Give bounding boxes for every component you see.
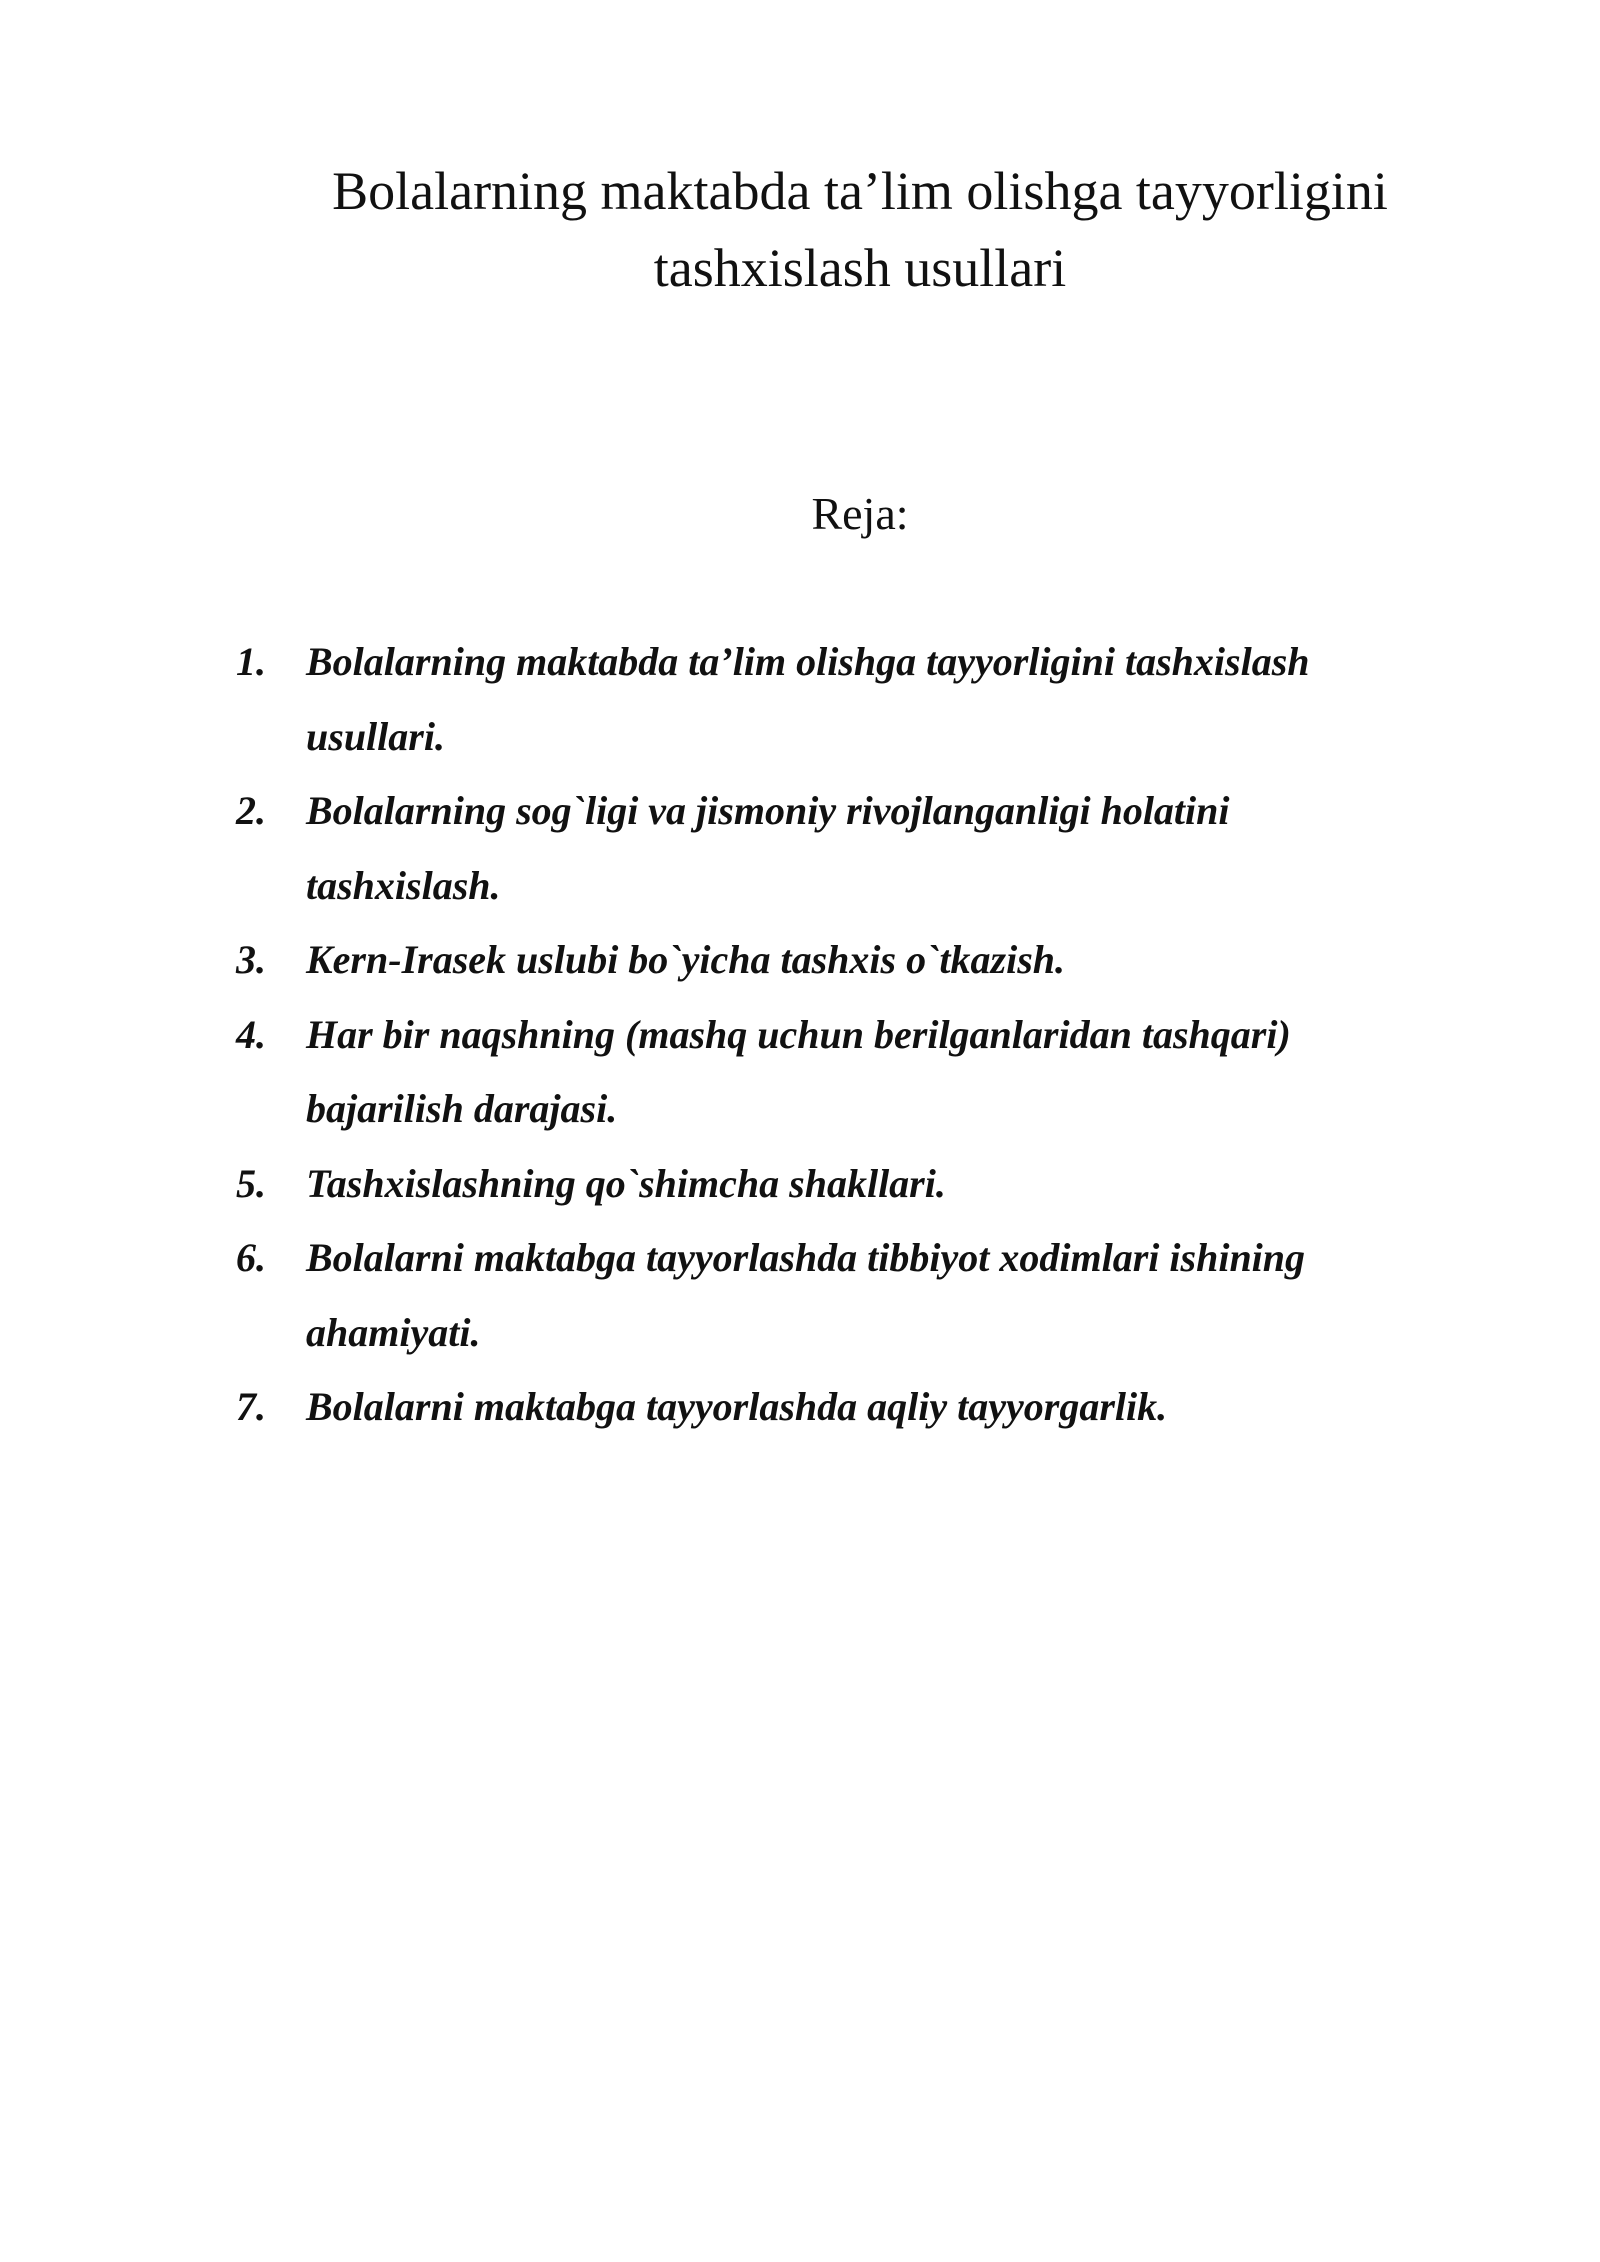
plan-item-number: 1. [236,639,266,684]
plan-item-text: Kern-Irasek uslubi bo`yicha tashxis o`tkazish. [306,937,1066,982]
plan-item-number: 2. [236,788,266,833]
plan-item [236,774,1406,923]
plan-item-number: 6. [236,1235,266,1280]
plan-item-text: Bolalarni maktabga tayyorlashda tibbiyot xodimlari ishining ahamiyati. [306,1235,1306,1355]
plan-item-number: 4. [236,1011,266,1057]
plan-list [236,625,1406,1445]
plan-heading: Reja: [811,488,909,539]
plan-item-text: Tashxislashning qo`shimcha shakllari. [306,1160,946,1206]
plan-item-text: Bolalarning sog`ligi va jismoniy rivojlanganligi holatini tashxislash. [306,788,1230,908]
plan-item-number: 7. [236,1384,266,1429]
plan-item [236,923,1406,998]
plan-item [236,625,1406,774]
document-title: Bolalarning maktabda ta’lim olishga tayyorligini tashxislash usullari [332,161,1388,298]
plan-item [236,1370,1406,1445]
plan-item [236,998,1406,1147]
plan-item [236,1147,1406,1222]
plan-item-text: Bolalarning maktabda ta’lim olishga tayyorligini tashxislash usullari. [306,639,1310,759]
plan-item-number: 5. [236,1160,266,1206]
plan-item-text: Har bir naqshning (mashq uchun berilganlaridan tashqari) bajarilish darajasi. [306,1011,1291,1131]
plan-item [236,1221,1406,1370]
plan-item-text: Bolalarni maktabga tayyorlashda aqliy tayyorgarlik. [306,1384,1168,1429]
plan-item-number: 3. [236,937,266,982]
